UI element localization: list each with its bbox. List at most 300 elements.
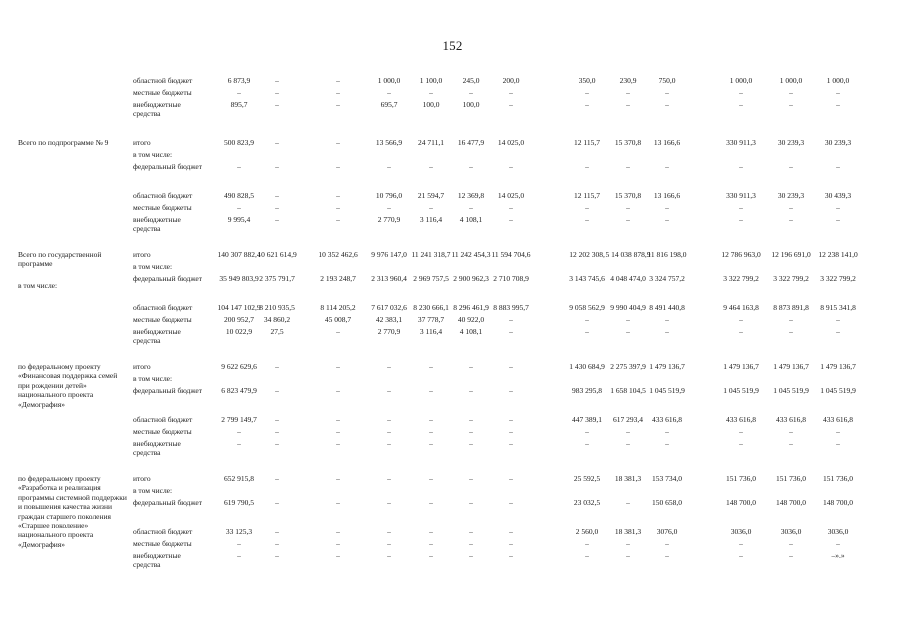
table-cell: – bbox=[789, 88, 793, 97]
table-cell: 35 949 803,9 bbox=[219, 274, 259, 283]
table-cell: – bbox=[275, 362, 279, 371]
table-cell: 3 322 799,2 bbox=[820, 274, 856, 283]
table-cell: – bbox=[387, 527, 391, 536]
table-cell: – bbox=[626, 498, 630, 507]
table-cell: – bbox=[585, 539, 589, 548]
row-label: областной бюджет bbox=[133, 76, 193, 85]
group-title-text: Всего по подпрограмме № 9 bbox=[18, 138, 109, 147]
row-label: федеральный бюджет bbox=[133, 386, 203, 395]
table-cell: – bbox=[429, 162, 433, 171]
table-cell: – bbox=[336, 439, 340, 448]
table-cell: – bbox=[275, 439, 279, 448]
table-cell: 3 322 799,2 bbox=[723, 274, 759, 283]
table-cell: 153 734,0 bbox=[652, 474, 682, 483]
table-cell: 140 307 882,4 bbox=[217, 250, 261, 259]
table-cell: – bbox=[789, 439, 793, 448]
table-cell: 34 860,2 bbox=[263, 315, 291, 324]
table-cell: – bbox=[585, 88, 589, 97]
table-cell: 10 621 614,9 bbox=[257, 250, 297, 259]
table-cell: 30 239,3 bbox=[777, 191, 805, 200]
table-cell: – bbox=[665, 427, 669, 436]
row-label: местные бюджеты bbox=[133, 88, 192, 97]
table-cell: – bbox=[836, 203, 840, 212]
table-cell: 13 566,9 bbox=[375, 138, 403, 147]
table-cell: – bbox=[336, 386, 340, 395]
table-cell: – bbox=[275, 191, 279, 200]
table-cell: 11 594 704,6 bbox=[491, 250, 531, 259]
table-cell: 1 045 519,9 bbox=[820, 386, 856, 395]
table-cell: 3 143 745,6 bbox=[569, 274, 605, 283]
table-cell: – bbox=[789, 539, 793, 548]
table-cell: – bbox=[336, 474, 340, 483]
table-cell: 5 14 038 878,9 bbox=[605, 250, 651, 259]
table-cell: – bbox=[336, 215, 340, 224]
table-cell: 1 430 684,9 bbox=[569, 362, 605, 371]
table-cell: 330 911,3 bbox=[726, 191, 756, 200]
table-cell: – bbox=[336, 203, 340, 212]
table-cell: 151 736,0 bbox=[823, 474, 853, 483]
table-cell: – bbox=[626, 427, 630, 436]
table-cell: 45 008,7 bbox=[324, 315, 352, 324]
table-cell: 150 658,0 bbox=[652, 498, 682, 507]
table-cell: 3 324 757,2 bbox=[649, 274, 685, 283]
group-subtitle: в том числе: bbox=[18, 280, 58, 290]
table-cell: – bbox=[585, 551, 589, 560]
table-cell: 14 025,0 bbox=[497, 138, 525, 147]
table-cell: 1 479 136,7 bbox=[723, 362, 759, 371]
table-cell: 12 196 691,0 bbox=[771, 250, 811, 259]
table-cell: – bbox=[789, 427, 793, 436]
row-label: внебюджетные средства bbox=[133, 327, 181, 346]
row-label: федеральный бюджет bbox=[133, 162, 203, 171]
table-cell: – bbox=[275, 215, 279, 224]
table-cell: – bbox=[429, 415, 433, 424]
table-cell: – bbox=[469, 162, 473, 171]
row-label: местные бюджеты bbox=[133, 315, 192, 324]
table-cell: – bbox=[665, 88, 669, 97]
table-cell: – bbox=[626, 215, 630, 224]
table-cell: – bbox=[585, 327, 589, 336]
table-cell: 2 275 397,9 bbox=[610, 362, 646, 371]
table-cell: – bbox=[789, 162, 793, 171]
table-cell: 619 790,5 bbox=[224, 498, 254, 507]
row-label: итого bbox=[133, 362, 151, 371]
table-cell: – bbox=[387, 162, 391, 171]
table-cell: 245,0 bbox=[462, 76, 480, 85]
table-cell: 9 622 629,6 bbox=[221, 362, 257, 371]
table-cell: – bbox=[237, 539, 241, 548]
table-cell: – bbox=[469, 386, 473, 395]
table-cell: – bbox=[275, 551, 279, 560]
table-cell: – bbox=[665, 162, 669, 171]
table-cell: – bbox=[665, 539, 669, 548]
table-cell: 1 479 136,7 bbox=[649, 362, 685, 371]
table-cell: 13 166,6 bbox=[653, 191, 681, 200]
table-row bbox=[0, 162, 905, 182]
table-cell: 9 058 562,9 bbox=[569, 303, 605, 312]
table-cell: – bbox=[469, 439, 473, 448]
table-row bbox=[0, 327, 905, 347]
table-cell: 695,7 bbox=[380, 100, 398, 109]
table-cell: – bbox=[429, 386, 433, 395]
table-cell: 2 900 962,3 bbox=[453, 274, 489, 283]
table-cell: – bbox=[585, 203, 589, 212]
table-cell: 8 114 205,2 bbox=[320, 303, 356, 312]
table-cell: 24 711,1 bbox=[418, 138, 444, 147]
table-cell: – bbox=[429, 539, 433, 548]
table-cell: – bbox=[387, 539, 391, 548]
table-cell: – bbox=[275, 138, 279, 147]
table-cell: 1 000,0 bbox=[779, 76, 803, 85]
table-cell: – bbox=[509, 100, 513, 109]
table-cell: 750,0 bbox=[658, 76, 676, 85]
table-cell: 148 700,0 bbox=[776, 498, 806, 507]
table-cell: – bbox=[626, 439, 630, 448]
table-cell: 4 108,1 bbox=[459, 215, 483, 224]
row-label: федеральный бюджет bbox=[133, 274, 203, 283]
table-cell: 30 239,3 bbox=[777, 138, 805, 147]
table-cell: – bbox=[429, 498, 433, 507]
table-cell: – bbox=[509, 439, 513, 448]
table-cell: – bbox=[739, 315, 743, 324]
table-cell: 500 823,9 bbox=[224, 138, 254, 147]
table-cell: – bbox=[237, 162, 241, 171]
table-cell: – bbox=[336, 191, 340, 200]
table-cell: 3036,0 bbox=[827, 527, 849, 536]
table-row bbox=[0, 386, 905, 406]
row-label: в том числе: bbox=[133, 262, 173, 271]
table-cell: – bbox=[739, 100, 743, 109]
table-cell: 11 242 454,3 bbox=[451, 250, 491, 259]
table-cell: 8 296 461,9 bbox=[453, 303, 489, 312]
table-cell: 9 464 163,8 bbox=[723, 303, 759, 312]
table-cell: 6 873,9 bbox=[227, 76, 251, 85]
table-cell: 15 370,8 bbox=[614, 138, 642, 147]
table-cell: – bbox=[336, 162, 340, 171]
table-row bbox=[0, 274, 905, 294]
table-cell: – bbox=[509, 215, 513, 224]
table-cell: 23 032,5 bbox=[573, 498, 601, 507]
table-cell: 10 022,9 bbox=[225, 327, 253, 336]
table-cell: – bbox=[509, 415, 513, 424]
table-cell: – bbox=[789, 215, 793, 224]
table-cell: 4 108,1 bbox=[459, 327, 483, 336]
table-cell: 25 592,5 bbox=[573, 474, 601, 483]
table-cell: – bbox=[509, 474, 513, 483]
table-cell: 1 045 519,9 bbox=[773, 386, 809, 395]
table-cell: 1 658 104,5 bbox=[610, 386, 646, 395]
table-cell: – bbox=[469, 88, 473, 97]
table-row bbox=[0, 100, 905, 120]
table-cell: – bbox=[789, 100, 793, 109]
table-cell: – bbox=[336, 327, 340, 336]
table-cell: – bbox=[237, 88, 241, 97]
table-cell: – bbox=[739, 427, 743, 436]
table-row bbox=[0, 439, 905, 459]
table-cell: – bbox=[387, 386, 391, 395]
table-cell: 9 976 147,0 bbox=[371, 250, 407, 259]
table-cell: – bbox=[429, 362, 433, 371]
table-cell: – bbox=[739, 327, 743, 336]
row-label: внебюджетные средства bbox=[133, 551, 181, 570]
table-cell: – bbox=[429, 427, 433, 436]
table-cell: – bbox=[336, 498, 340, 507]
table-cell: 895,7 bbox=[230, 100, 248, 109]
table-cell: – bbox=[789, 551, 793, 560]
table-cell: 10 352 462,6 bbox=[318, 250, 358, 259]
table-cell: 15 370,8 bbox=[614, 191, 642, 200]
table-cell: – bbox=[585, 100, 589, 109]
table-cell: – bbox=[336, 539, 340, 548]
table-cell: – bbox=[626, 327, 630, 336]
table-cell: 12 202 308, bbox=[569, 250, 605, 259]
table-cell: 1 045 519,9 bbox=[649, 386, 685, 395]
table-cell: – bbox=[387, 362, 391, 371]
row-label: областной бюджет bbox=[133, 527, 193, 536]
table-cell: – bbox=[469, 539, 473, 548]
table-cell: – bbox=[336, 88, 340, 97]
table-cell: – bbox=[429, 88, 433, 97]
table-cell: – bbox=[509, 427, 513, 436]
table-cell: – bbox=[469, 527, 473, 536]
table-cell: – bbox=[336, 551, 340, 560]
table-cell: – bbox=[387, 551, 391, 560]
table-cell: – bbox=[665, 100, 669, 109]
table-cell: 2 770,9 bbox=[377, 327, 401, 336]
table-cell: 1 045 519,9 bbox=[723, 386, 759, 395]
table-cell: 14 025,0 bbox=[497, 191, 525, 200]
row-label: итого bbox=[133, 138, 151, 147]
table-cell: 13 166,6 bbox=[653, 138, 681, 147]
table-cell: 200,0 bbox=[502, 76, 520, 85]
table-cell: – bbox=[469, 203, 473, 212]
table-cell: 148 700,0 bbox=[726, 498, 756, 507]
table-cell: 9 995,4 bbox=[227, 215, 251, 224]
table-cell: – bbox=[836, 327, 840, 336]
table-cell: 2 193 248,7 bbox=[320, 274, 356, 283]
table-cell: – bbox=[336, 362, 340, 371]
table-cell: 433 616,8 bbox=[776, 415, 806, 424]
table-cell: – bbox=[469, 427, 473, 436]
table-cell: – bbox=[836, 315, 840, 324]
page-number: 152 bbox=[442, 38, 463, 53]
table-cell: – bbox=[509, 362, 513, 371]
table-cell: – bbox=[387, 439, 391, 448]
row-label: итого bbox=[133, 250, 151, 259]
table-cell: 148 700,0 bbox=[823, 498, 853, 507]
table-cell: 490 828,5 bbox=[224, 191, 254, 200]
table-cell: – bbox=[336, 427, 340, 436]
table-cell: 33 125,3 bbox=[225, 527, 253, 536]
table-cell: – bbox=[836, 162, 840, 171]
table-cell: 1 100,0 bbox=[419, 76, 443, 85]
table-cell: 652 915,8 bbox=[224, 474, 254, 483]
row-label: итого bbox=[133, 474, 151, 483]
table-cell: 3 116,4 bbox=[419, 215, 443, 224]
table-cell: – bbox=[429, 203, 433, 212]
table-cell: 8 491 440,8 bbox=[649, 303, 685, 312]
table-cell: – bbox=[387, 498, 391, 507]
table-cell: – bbox=[665, 203, 669, 212]
table-cell: – bbox=[509, 551, 513, 560]
table-cell: – bbox=[836, 100, 840, 109]
table-cell: 2 969 757,5 bbox=[413, 274, 449, 283]
table-cell: – bbox=[626, 551, 630, 560]
table-cell: – bbox=[509, 315, 513, 324]
row-label: местные бюджеты bbox=[133, 427, 192, 436]
table-row bbox=[0, 551, 905, 571]
table-cell: 2 560,0 bbox=[575, 527, 599, 536]
table-cell: – bbox=[836, 439, 840, 448]
table-cell: – bbox=[739, 88, 743, 97]
table-cell: 330 911,3 bbox=[726, 138, 756, 147]
table-cell: – bbox=[237, 203, 241, 212]
table-cell: – bbox=[387, 88, 391, 97]
table-cell: 18 381,3 bbox=[614, 527, 642, 536]
table-cell: 1 000,0 bbox=[826, 76, 850, 85]
table-cell: 1 000,0 bbox=[377, 76, 401, 85]
table-cell: – bbox=[665, 215, 669, 224]
table-cell: – bbox=[387, 474, 391, 483]
table-cell: – bbox=[275, 203, 279, 212]
row-label: в том числе: bbox=[133, 150, 173, 159]
table-cell: 10 796,0 bbox=[375, 191, 403, 200]
table-cell: – bbox=[509, 88, 513, 97]
table-cell: 983 295,8 bbox=[572, 386, 602, 395]
table-cell: 1 000,0 bbox=[729, 76, 753, 85]
table-cell: – bbox=[665, 439, 669, 448]
table-cell: 7 617 032,6 bbox=[371, 303, 407, 312]
table-cell: – bbox=[626, 539, 630, 548]
table-cell: 30 439,3 bbox=[824, 191, 852, 200]
table-cell: 100,0 bbox=[422, 100, 440, 109]
table-cell: – bbox=[789, 327, 793, 336]
table-cell: – bbox=[275, 415, 279, 424]
table-cell: 42 383,1 bbox=[375, 315, 403, 324]
table-cell: 3076,0 bbox=[656, 527, 678, 536]
table-cell: – bbox=[429, 551, 433, 560]
table-cell: – bbox=[469, 415, 473, 424]
table-cell: 2 710 708,9 bbox=[493, 274, 529, 283]
table-cell: – bbox=[665, 327, 669, 336]
table-cell: –».» bbox=[831, 551, 845, 560]
row-label: в том числе: bbox=[133, 374, 173, 383]
row-label: областной бюджет bbox=[133, 191, 193, 200]
table-cell: – bbox=[509, 203, 513, 212]
table-cell: – bbox=[739, 162, 743, 171]
table-cell: – bbox=[739, 539, 743, 548]
group-title-text: по федеральному проекту «Финансовая поддержка семей при рождении детей» национального проекта «Демография» bbox=[18, 362, 118, 409]
table-cell: 200 952,7 bbox=[224, 315, 254, 324]
row-label: федеральный бюджет bbox=[133, 498, 203, 507]
table-cell: 350,0 bbox=[578, 76, 596, 85]
table-cell: 3 322 799,2 bbox=[773, 274, 809, 283]
table-cell: – bbox=[509, 539, 513, 548]
row-label: в том числе: bbox=[133, 486, 173, 495]
table-row bbox=[0, 215, 905, 235]
group-title-text: Всего по государственной программе bbox=[18, 250, 102, 269]
table-cell: 433 616,8 bbox=[726, 415, 756, 424]
table-cell: – bbox=[275, 498, 279, 507]
table-cell: – bbox=[469, 498, 473, 507]
table-cell: 30 239,3 bbox=[824, 138, 852, 147]
group-title-text: по федеральному проекту «Разработка и реализация программы системной поддержки и повышения качества жизни граждан старшего поколения «Старшее поколение» национального проекта «Демография» bbox=[18, 474, 127, 549]
table-cell: 16 477,9 bbox=[457, 138, 485, 147]
table-cell: – bbox=[626, 100, 630, 109]
table-cell: – bbox=[585, 315, 589, 324]
table-cell: 2 313 960,4 bbox=[371, 274, 407, 283]
table-cell: – bbox=[469, 551, 473, 560]
table-cell: – bbox=[789, 203, 793, 212]
table-cell: – bbox=[275, 527, 279, 536]
table-cell: 3 116,4 bbox=[419, 327, 443, 336]
table-cell: 433 616,8 bbox=[652, 415, 682, 424]
table-cell: – bbox=[739, 551, 743, 560]
table-cell: 12 369,8 bbox=[457, 191, 485, 200]
table-cell: – bbox=[275, 386, 279, 395]
table-cell: – bbox=[237, 439, 241, 448]
row-label: местные бюджеты bbox=[133, 539, 192, 548]
table-cell: – bbox=[509, 386, 513, 395]
table-cell: – bbox=[275, 76, 279, 85]
table-cell: 4 048 474,0 bbox=[610, 274, 646, 283]
table-cell: 8 210 935,5 bbox=[259, 303, 295, 312]
table-cell: – bbox=[336, 100, 340, 109]
table-cell: – bbox=[665, 315, 669, 324]
table-cell: – bbox=[509, 327, 513, 336]
table-cell: – bbox=[469, 474, 473, 483]
table-cell: 1 479 136,7 bbox=[820, 362, 856, 371]
table-cell: 11 241 318,7 bbox=[411, 250, 451, 259]
table-cell: 2 770,9 bbox=[377, 215, 401, 224]
table-cell: 37 778,7 bbox=[417, 315, 445, 324]
table-cell: 12 786 963,0 bbox=[721, 250, 761, 259]
table-cell: – bbox=[836, 215, 840, 224]
table-cell: – bbox=[509, 498, 513, 507]
table-cell: – bbox=[429, 527, 433, 536]
table-cell: – bbox=[585, 439, 589, 448]
table-cell: – bbox=[739, 439, 743, 448]
table-cell: – bbox=[469, 362, 473, 371]
table-cell: 12 238 141,0 bbox=[818, 250, 858, 259]
table-cell: 12 115,7 bbox=[574, 138, 600, 147]
table-cell: – bbox=[275, 474, 279, 483]
table-cell: 18 381,3 bbox=[614, 474, 642, 483]
table-cell: 2 799 149,7 bbox=[221, 415, 257, 424]
table-cell: – bbox=[275, 88, 279, 97]
table-cell: – bbox=[509, 527, 513, 536]
table-cell: – bbox=[387, 415, 391, 424]
table-cell: 2 375 791,7 bbox=[259, 274, 295, 283]
row-label: местные бюджеты bbox=[133, 203, 192, 212]
table-cell: 27,5 bbox=[270, 327, 284, 336]
table-cell: – bbox=[275, 162, 279, 171]
table-cell: – bbox=[739, 215, 743, 224]
table-cell: – bbox=[626, 162, 630, 171]
table-cell: 40 922,0 bbox=[457, 315, 485, 324]
table-cell: – bbox=[626, 315, 630, 324]
table-cell: – bbox=[387, 203, 391, 212]
table-cell: 8 915 341,8 bbox=[820, 303, 856, 312]
table-cell: – bbox=[237, 427, 241, 436]
table-cell: 617 293,4 bbox=[613, 415, 643, 424]
table-cell: – bbox=[836, 88, 840, 97]
table-cell: – bbox=[836, 539, 840, 548]
table-cell: 8 230 666,1 bbox=[413, 303, 449, 312]
table-cell: – bbox=[275, 427, 279, 436]
table-cell: 230,9 bbox=[619, 76, 637, 85]
table-cell: 9 990 404,9 bbox=[610, 303, 646, 312]
